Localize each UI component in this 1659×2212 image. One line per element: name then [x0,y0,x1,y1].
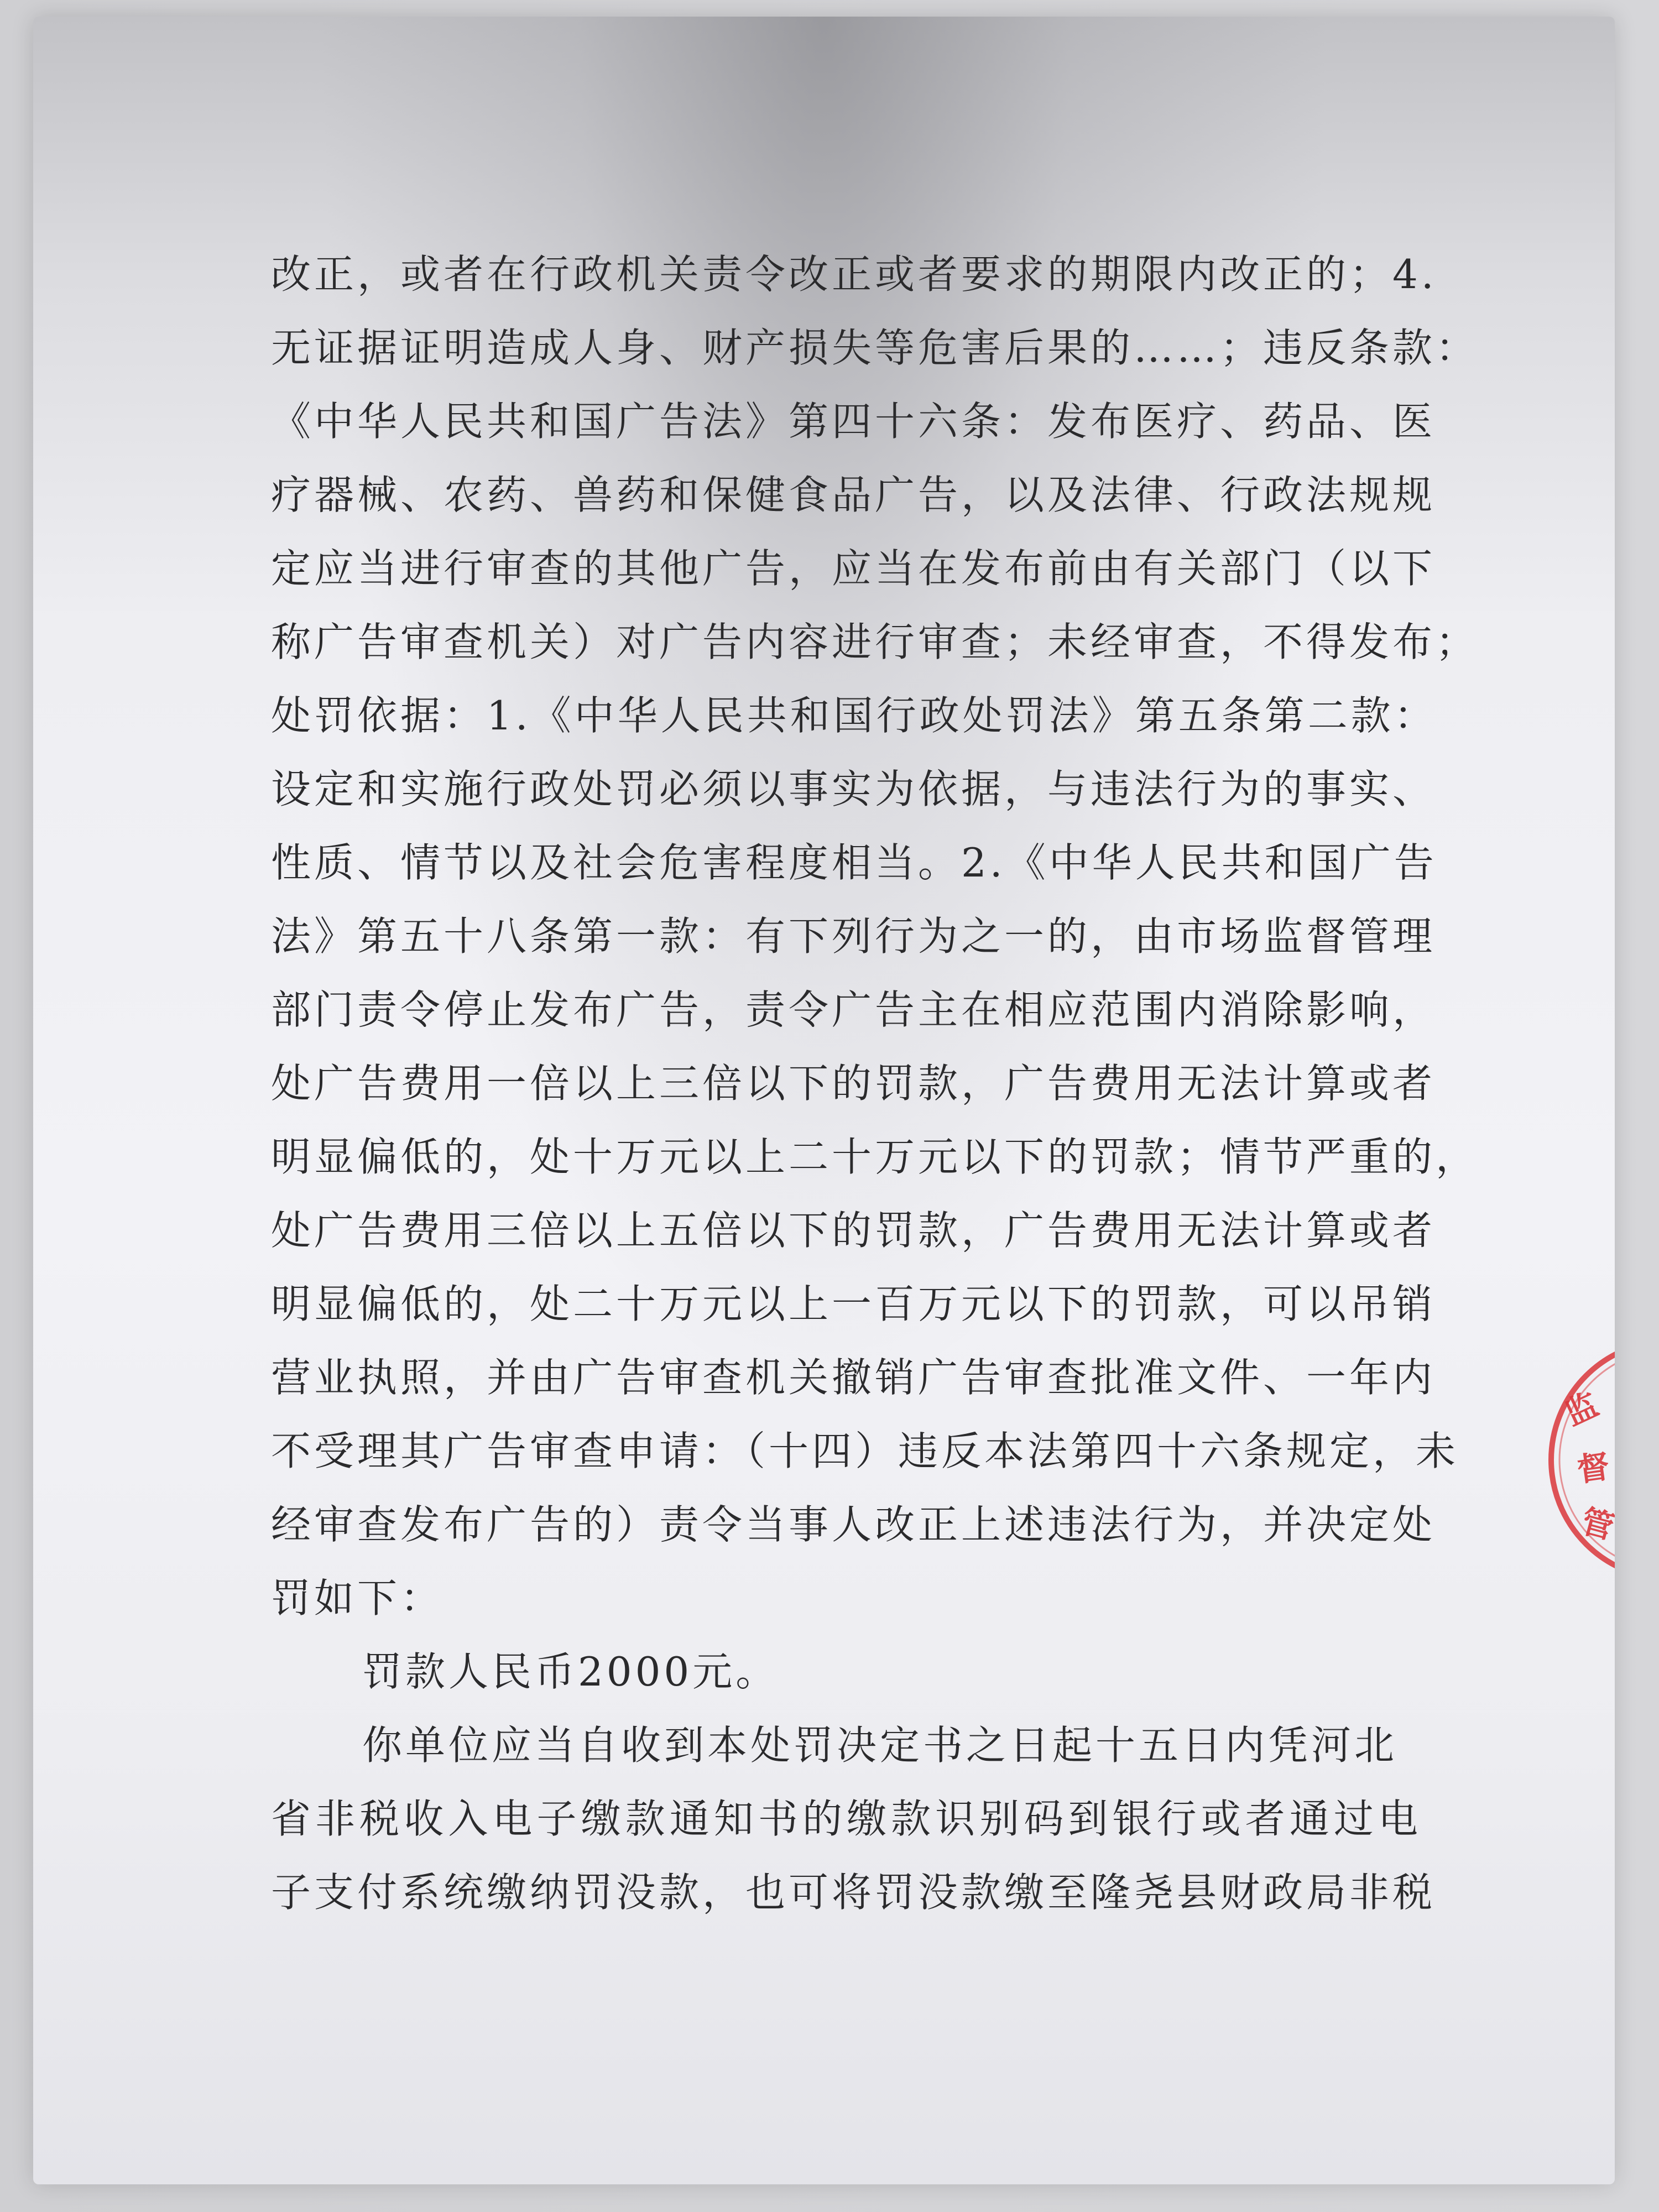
body-line: 疗器械、农药、兽药和保健食品广告，以及法律、行政法规规 [271,472,1436,518]
body-line: 处罚依据：1.《中华人民共和国行政处罚法》第五条第二款： [271,692,1437,739]
payment-paragraph-line: 省非税收入电子缴款通知书的缴款识别码到银行或者通过电 [271,1796,1421,1842]
svg-text:督: 督 [1574,1447,1612,1489]
body-line: 部门责令停止发布广告，责令广告主在相应范围内消除影响， [271,987,1436,1033]
official-seal [1526,1322,1618,1598]
body-line: 罚如下： [271,1575,444,1621]
body-line: 营业执照，并由广告审查机关撤销广告审查批准文件、一年内 [271,1354,1436,1401]
body-line: 经审查发布广告的）责令当事人改正上述违法行为，并决定处 [271,1501,1436,1548]
svg-text:管: 管 [1577,1502,1618,1547]
body-line: 不受理其广告审查申请：（十四）违反本法第四十六条规定，未 [271,1428,1459,1474]
body-line: 法》第五十八条第一款：有下列行为之一的，由市场监督管理 [271,913,1436,959]
body-line: 设定和实施行政处罚必须以事实为依据，与违法行为的事实、 [271,766,1436,812]
body-line: 定应当进行审查的其他广告，应当在发布前由有关部门（以下 [271,545,1436,592]
body-line: 处广告费用一倍以上三倍以下的罚款，广告费用无法计算或者 [271,1060,1436,1107]
body-line: 处广告费用三倍以上五倍以下的罚款，广告费用无法计算或者 [271,1207,1436,1254]
body-line: 无证据证明造成人身、财产损失等危害后果的……；违反条款： [271,325,1479,371]
body-line: 称广告审查机关）对广告内容进行审查；未经审查，不得发布； [271,619,1479,665]
body-line: 改正，或者在行政机关责令改正或者要求的期限内改正的；4. [271,251,1437,298]
body-line: 明显偏低的，处十万元以上二十万元以下的罚款；情节严重的， [271,1134,1479,1180]
body-line: 明显偏低的，处二十万元以上一百万元以下的罚款，可以吊销 [271,1281,1436,1327]
penalty-amount: 罚款人民币2000元。 [362,1648,779,1695]
svg-text:监: 监 [1559,1385,1604,1433]
body-line: 《中华人民共和国广告法》第四十六条：发布医疗、药品、医 [271,398,1436,445]
payment-paragraph-line: 你单位应当自收到本处罚决定书之日起十五日内凭河北 [362,1722,1398,1768]
document-body [271,238,1479,1929]
body-line: 性质、情节以及社会危害程度相当。2.《中华人民共和国广告 [271,839,1437,886]
payment-paragraph-line: 子支付系统缴纳罚没款，也可将罚没款缴至隆尧县财政局非税 [271,1869,1436,1916]
document-page [33,17,1618,2184]
